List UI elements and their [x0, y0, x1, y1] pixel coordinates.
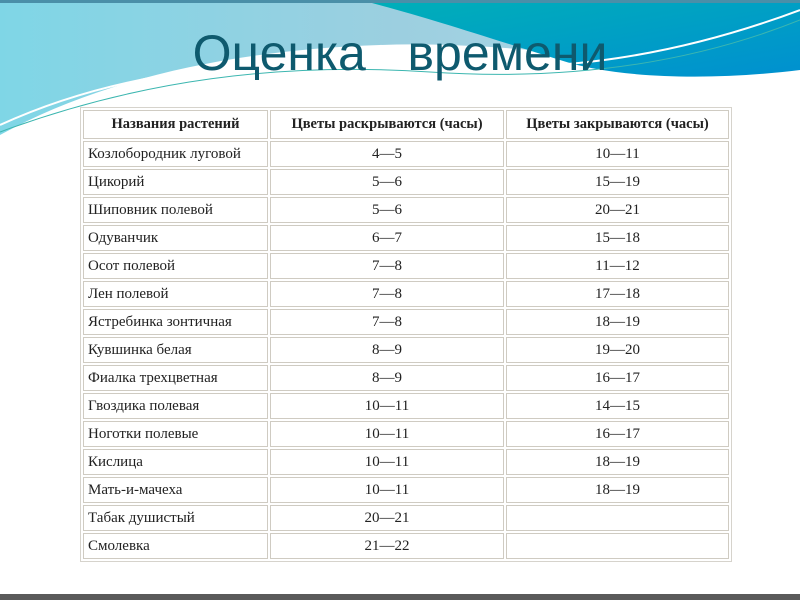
table-row — [83, 169, 729, 195]
opening-hours-cell: 8—9 — [270, 365, 504, 391]
opening-hours-cell: 10—11 — [270, 393, 504, 419]
opening-hours-cell: 7—8 — [270, 309, 504, 335]
table-row — [83, 477, 729, 503]
table-row — [83, 533, 729, 559]
plant-name-cell: Цикорий — [83, 169, 268, 195]
plant-name-cell: Ястребинка зонтичная — [83, 309, 268, 335]
closing-hours-cell: 15—18 — [506, 225, 729, 251]
closing-hours-cell — [506, 505, 729, 531]
header-plant-name: Названия растений — [83, 110, 268, 139]
plant-name-cell: Кувшинка белая — [83, 337, 268, 363]
closing-hours-cell: 20—21 — [506, 197, 729, 223]
opening-hours-cell: 7—8 — [270, 253, 504, 279]
table-row — [83, 281, 729, 307]
table-row — [83, 393, 729, 419]
opening-hours-cell: 20—21 — [270, 505, 504, 531]
table-row — [83, 225, 729, 251]
table-row — [83, 141, 729, 167]
opening-hours-cell: 5—6 — [270, 169, 504, 195]
closing-hours-cell: 18—19 — [506, 309, 729, 335]
plant-name-cell: Гвоздика полевая — [83, 393, 268, 419]
table-row — [83, 505, 729, 531]
table-row — [83, 253, 729, 279]
bottom-bar — [0, 594, 800, 600]
closing-hours-cell: 14—15 — [506, 393, 729, 419]
plant-name-cell: Осот полевой — [83, 253, 268, 279]
plant-name-cell: Кислица — [83, 449, 268, 475]
header-opening-hours: Цветы раскрываются (часы) — [270, 110, 504, 139]
closing-hours-cell: 18—19 — [506, 477, 729, 503]
plant-name-cell: Шиповник полевой — [83, 197, 268, 223]
plant-name-cell: Фиалка трехцветная — [83, 365, 268, 391]
table-row — [83, 449, 729, 475]
closing-hours-cell: 15—19 — [506, 169, 729, 195]
table-row — [83, 337, 729, 363]
closing-hours-cell: 19—20 — [506, 337, 729, 363]
plant-name-cell: Мать-и-мачеха — [83, 477, 268, 503]
table-row — [83, 421, 729, 447]
table-header-row — [83, 110, 729, 139]
closing-hours-cell: 11—12 — [506, 253, 729, 279]
slide-title: Оценка времени — [192, 25, 608, 81]
opening-hours-cell: 10—11 — [270, 477, 504, 503]
flower-time-table — [80, 107, 732, 562]
plant-name-cell: Ноготки полевые — [83, 421, 268, 447]
plant-name-cell: Одуванчик — [83, 225, 268, 251]
plant-name-cell: Смолевка — [83, 533, 268, 559]
opening-hours-cell: 10—11 — [270, 449, 504, 475]
table-row — [83, 309, 729, 335]
closing-hours-cell: 16—17 — [506, 421, 729, 447]
plant-name-cell: Козлобородник луговой — [83, 141, 268, 167]
opening-hours-cell: 8—9 — [270, 337, 504, 363]
table-row — [83, 197, 729, 223]
closing-hours-cell: 10—11 — [506, 141, 729, 167]
opening-hours-cell: 5—6 — [270, 197, 504, 223]
table-row — [83, 365, 729, 391]
opening-hours-cell: 21—22 — [270, 533, 504, 559]
opening-hours-cell: 6—7 — [270, 225, 504, 251]
closing-hours-cell: 17—18 — [506, 281, 729, 307]
closing-hours-cell — [506, 533, 729, 559]
header-closing-hours: Цветы закрываются (часы) — [506, 110, 729, 139]
plant-name-cell: Лен полевой — [83, 281, 268, 307]
opening-hours-cell: 7—8 — [270, 281, 504, 307]
opening-hours-cell: 10—11 — [270, 421, 504, 447]
closing-hours-cell: 18—19 — [506, 449, 729, 475]
opening-hours-cell: 4—5 — [270, 141, 504, 167]
closing-hours-cell: 16—17 — [506, 365, 729, 391]
plant-name-cell: Табак душистый — [83, 505, 268, 531]
